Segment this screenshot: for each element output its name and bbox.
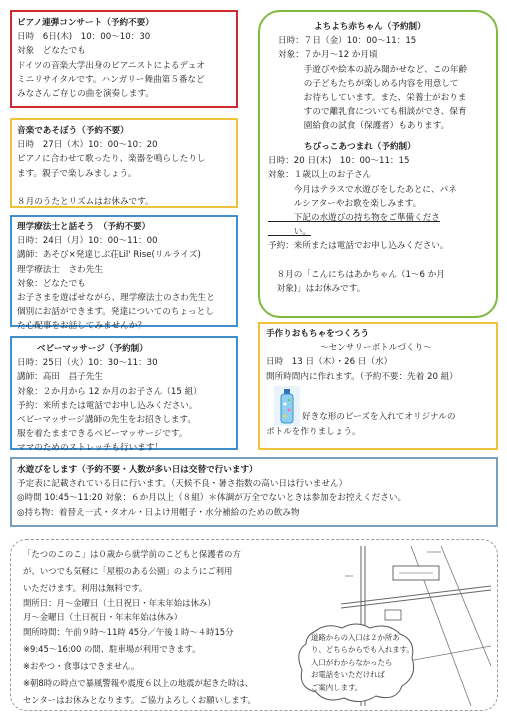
baby-massage-line-1: 日時：25日（火）10：30～11：30 [17, 358, 158, 369]
therapist-line-7: た心配事をお話してみませんか？ [17, 321, 146, 332]
piano-line-5: みなさんご存じの曲を演奏します。 [17, 89, 154, 100]
yochiyochi-line-2: 対象：７か月～12 か月頃 [278, 50, 378, 61]
yochiyochi-line-1: 日時：７日（金）10：00～11：15 [278, 36, 417, 47]
baby-massage-title: ベビーマッサージ（予約制） [37, 344, 148, 354]
music-line-4 [17, 181, 205, 195]
bubble-line-4: お電話をいただければ [311, 670, 385, 680]
piano-line-3: ドイツの音楽大学出身のピアニストによるデュオ [17, 60, 205, 71]
baby-massage-line-2: 講師：高田 昌子先生 [17, 372, 103, 383]
notice-line-1: 「たつのこのこ」は０歳から就学前のこどもと保護者の方 [23, 549, 241, 559]
baby-programs-panel [258, 10, 498, 318]
baby-massage-line-7: ママのためのストレッチも行います！ [17, 443, 164, 454]
water-line-2: ◎時間 10:45～11:20 対象：６か月以上（８組）＊体調が万全でないときは参加をお控えください。 [17, 493, 407, 504]
toy-desc-1: 好きな形のビーズを入れてオリジナルの [302, 412, 456, 422]
bubble-line-5: ご案内します。 [311, 682, 363, 692]
music-line-3: ます。親子で楽しみましょう。 [17, 168, 137, 179]
chibikko-line-6: い。 [268, 227, 311, 238]
baby-massage-line-4: 予約：来所または電話でお申し込みください。 [17, 400, 198, 411]
notice-line-2: が、いつでも気軽に「屋根のある公園」のようにご利用 [23, 565, 233, 576]
yochiyochi-title: よちよち赤ちゃん（予約制） [314, 22, 426, 32]
yochiyochi-line-5: お待ちしています。また、栄養士がおりま [278, 93, 467, 104]
notice-line-8: ※おやつ・食事はできません。 [23, 660, 140, 671]
therapist-line-4: 対象：どなたでも [17, 278, 86, 289]
yochiyochi-line-3: 手遊びや絵本の読み聞かせなど、この年齢 [278, 64, 468, 75]
therapist-line-1: 日時：24日（月）10：00～11：00 [17, 236, 158, 247]
therapist-line-6: 個別にお話ができます。発達についてのちょっとし [17, 307, 214, 318]
handmade-toy-box [258, 322, 498, 450]
baby-massage-line-5: ベビーマッサージ講師の先生をお招きします。 [17, 415, 196, 426]
music-line-5: ８月のうたとリズムはお休みです。 [17, 197, 154, 208]
chibikko-title: ちびっこあつまれ（予約制） [304, 142, 416, 152]
water-line-3: ◎持ち物：着替え一式・タオル・日よけ用帽子・水分補給のための飲み物 [17, 507, 300, 518]
toy-subtitle: ～センサリーボトルづくり～ [320, 343, 432, 354]
yochiyochi-line-4: の子どもたちが楽しめる内容を用意して [278, 78, 459, 89]
speech-bubble-text [311, 632, 414, 694]
chibikko-line-1: 日時：20 日(木) 10：00～11：15 [268, 156, 410, 167]
notice-line-3: いただけます。利用は無料です。 [23, 582, 148, 593]
piano-line-1: 日時 6日(木) 10：00～10：30 [17, 32, 151, 43]
piano-line-2: 対象 どなたでも [17, 46, 86, 57]
sensory-bottle-photo [274, 386, 300, 426]
bubble-line-2: り、どちらからでも入れます。 [311, 645, 414, 655]
bubble-line-1: 道路からの入口は２か所あ [311, 633, 400, 642]
chibikko-line-7: 予約：来所または電話でお申し込みください。 [268, 241, 449, 252]
center-notice-box [10, 539, 498, 711]
chibikko-line-8 [268, 254, 457, 268]
yochiyochi-line-6: すので離乳食についても相談ができ、保育 [278, 107, 467, 118]
bubble-line-3: 入口がわからなかったら [311, 657, 393, 667]
toy-title: 手作りおもちゃをつくろう [266, 329, 370, 339]
piano-line-4: ミニリサイタルです。ハンガリー舞曲第５番など [17, 74, 205, 85]
toy-desc-2: ボトルを作りましょう。 [266, 427, 361, 437]
chibikko-line-3: 今月はテラスで水遊びをしたあとに、パネ [268, 184, 457, 195]
toy-line-2: 開所時間内に作れます。（予約不要：先着 20 組） [266, 371, 458, 382]
baby-massage-box [10, 336, 238, 454]
chibikko-line-5: 下記の水遊びの持ち物をご準備くださ [268, 213, 440, 224]
notice-line-5: 月～金曜日（土日祝日・年末年始は休み） [23, 612, 183, 623]
baby-massage-line-6: 服を着たままできるベビーマッサージです。 [17, 429, 188, 440]
piano-concert-title: ピアノ連弾コンサート（予約不要） [17, 18, 154, 28]
therapist-box [10, 215, 238, 332]
notice-line-9: ※朝8時の時点で暴風警報や震度６以上の地震が起きた時は、 [23, 677, 254, 688]
therapist-line-3: 理学療法士 さわ先生 [17, 264, 103, 275]
notice-line-4: 開所日：月～金曜日（土日祝日・年末年始は休み） [23, 598, 216, 609]
chibikko-line-2: 対象：１歳以上のお子さん [268, 170, 372, 181]
music-play-box [10, 118, 238, 208]
chibikko-line-9: ８月の「こんにちはあかちゃん（1～6 か月 [268, 269, 445, 280]
chibikko-line-10: 対象)」はお休みです。 [268, 284, 366, 295]
music-line-1: 日時 27日（木）10：00～10：20 [17, 140, 158, 151]
water-play-box [10, 457, 498, 527]
baby-massage-line-3: 対象：２か月から 12 か月のお子さん（15 組） [17, 386, 202, 397]
therapist-line-2: 講師：あそび×発達じぶ荘Lil' Rise(リルライズ) [17, 250, 201, 261]
therapist-line-5: お子さまを遊ばせながら、理学療法士のさわ先生と [17, 293, 215, 304]
notice-line-7: ※9:45～16:00 の間、駐車場が利用できます。 [23, 644, 201, 655]
music-line-2: ピアノに合わせて歌ったり、楽器を鳴らしたりし [17, 154, 206, 165]
piano-concert-box [10, 10, 238, 108]
music-title: 音楽であそぼう（予約不要） [17, 126, 129, 136]
chibikko-line-4: ルシアターやお歌を楽しみます。 [268, 198, 422, 209]
water-title: 水遊びをします（予約不要・人数が多い日は交替で行います） [17, 465, 258, 475]
notice-line-10: センターはお休みとなります。ご協力よろしくお願いします。 [23, 694, 256, 705]
notice-line-6: 開所時間：午前９時～11時 45分／午後１時～４時15分 [23, 627, 234, 638]
yochiyochi-line-7: 園給食の試食（保護者）もあります。 [278, 121, 450, 132]
toy-line-1: 日時 13 日（木）・26 日（水） [266, 357, 393, 368]
water-line-1: 予定表に記載されている日に行います。（天候不良・暑さ指数の高い日は行いません） [17, 479, 348, 490]
therapist-title: 理学療法士と話そう （予約不要） [17, 222, 151, 232]
